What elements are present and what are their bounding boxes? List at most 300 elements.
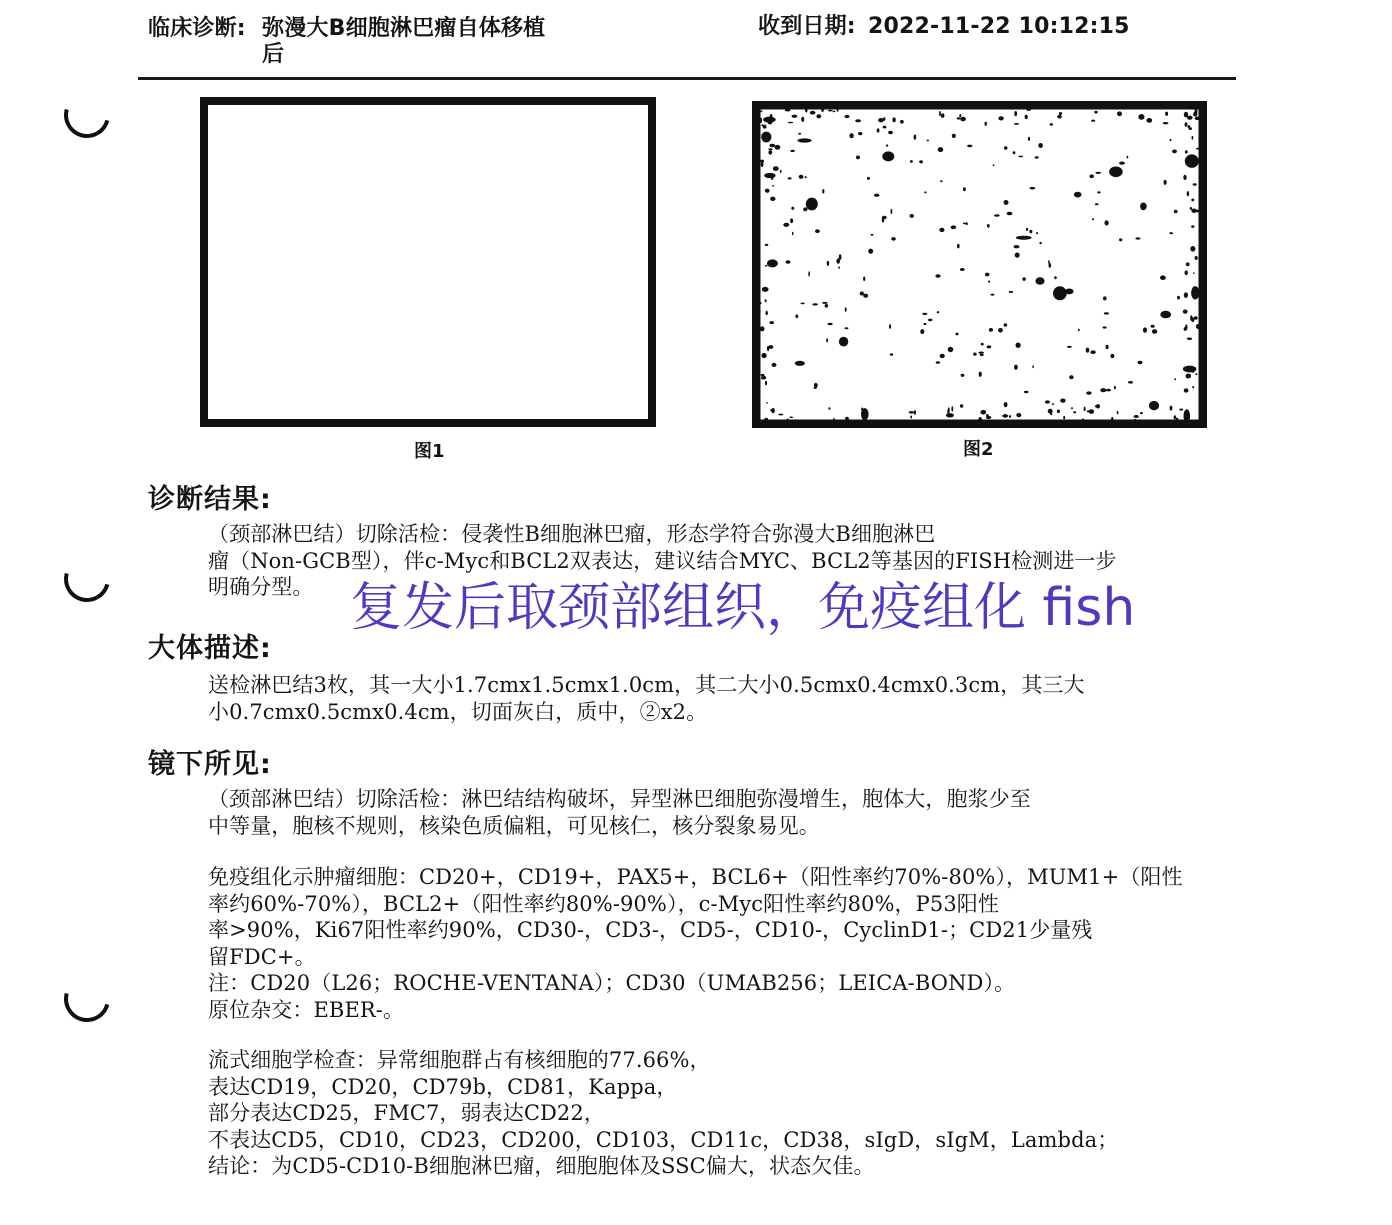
speckle bbox=[1014, 123, 1019, 125]
speckle bbox=[1127, 156, 1129, 159]
diagnosis-label: 临床诊断: bbox=[148, 16, 246, 41]
speckle bbox=[1184, 292, 1188, 298]
speckle bbox=[1084, 407, 1086, 412]
speckle bbox=[760, 326, 765, 331]
speckle bbox=[1082, 418, 1084, 420]
speckle bbox=[1169, 232, 1173, 234]
speckle bbox=[1100, 388, 1106, 392]
speckle bbox=[786, 419, 789, 421]
speckle bbox=[772, 185, 774, 187]
speckle bbox=[960, 268, 965, 271]
speckle bbox=[900, 120, 904, 124]
speckle bbox=[1192, 386, 1194, 388]
speckle bbox=[1187, 191, 1189, 196]
speckle bbox=[891, 237, 896, 241]
speckle bbox=[1119, 162, 1125, 165]
speckle bbox=[890, 353, 893, 356]
speckle bbox=[989, 328, 993, 332]
speckle bbox=[786, 260, 791, 263]
speckle bbox=[1086, 348, 1090, 353]
speckle bbox=[1128, 381, 1133, 384]
speckle bbox=[938, 147, 944, 152]
speckle bbox=[822, 189, 824, 194]
speckle bbox=[963, 187, 966, 191]
speckle bbox=[1106, 345, 1109, 349]
speckle bbox=[1160, 311, 1171, 319]
speckle bbox=[1052, 403, 1054, 405]
speckle bbox=[1025, 115, 1028, 119]
diagnosis-section-title: 诊断结果: bbox=[148, 484, 272, 515]
speckle bbox=[951, 406, 953, 411]
speckle bbox=[1014, 111, 1017, 116]
immunohistochemistry-text: 免疫组化示肿瘤细胞：CD20+，CD19+，PAX5+，BCL6+（阳性率约70%-80%），MUM1+（阳性 率约60%-70%），BCL2+（阳性率约80%-90%），c-Myc阳性率约80%，P53阳性 率>90%，Ki67阳性率约90%，CD30-，CD3-，CD5-，CD10-，CyclinD1-；CD21少量残 留FDC+。 注：CD20（L26；ROCHE-VENTANA）；CD30（UMAB256；LEICA-BOND）。 原位杂交：EBER-。 bbox=[208, 865, 1183, 1022]
speckle bbox=[1195, 109, 1198, 114]
speckle bbox=[816, 114, 821, 118]
speckle bbox=[1140, 412, 1143, 414]
speckle bbox=[914, 410, 916, 414]
speckle bbox=[795, 361, 805, 366]
speckle bbox=[765, 265, 768, 267]
microscopy-section-title: 镜下所见: bbox=[148, 749, 272, 780]
speckle bbox=[1183, 366, 1197, 373]
speckle bbox=[948, 347, 954, 352]
speckle bbox=[1029, 230, 1032, 233]
speckle bbox=[909, 411, 914, 414]
speckle bbox=[770, 197, 775, 201]
speckle bbox=[935, 274, 940, 278]
speckle bbox=[937, 311, 940, 313]
received-date-label: 收到日期: bbox=[758, 14, 856, 39]
speckle bbox=[1103, 326, 1107, 328]
speckle bbox=[1057, 410, 1060, 414]
speckle bbox=[891, 209, 893, 214]
speckle bbox=[1063, 416, 1065, 419]
speckle bbox=[1188, 125, 1191, 129]
speckle bbox=[1187, 338, 1192, 340]
speckle bbox=[987, 345, 992, 348]
speckle bbox=[994, 214, 1000, 217]
speckle bbox=[1119, 238, 1122, 241]
speckle bbox=[828, 110, 833, 112]
punch-hole-top bbox=[56, 84, 119, 147]
speckle bbox=[1086, 391, 1091, 394]
speckle bbox=[966, 222, 968, 225]
speckle bbox=[952, 134, 956, 138]
speckle bbox=[810, 111, 816, 115]
speckle bbox=[837, 108, 839, 112]
speckle bbox=[1174, 415, 1176, 419]
speckle bbox=[1186, 374, 1192, 379]
speckle bbox=[888, 131, 893, 134]
speckle bbox=[1009, 291, 1013, 293]
speckle bbox=[849, 133, 853, 138]
speckle bbox=[1146, 118, 1152, 123]
speckle bbox=[844, 115, 849, 118]
speckle bbox=[856, 156, 860, 160]
speckle bbox=[922, 313, 927, 315]
speckle bbox=[792, 115, 798, 118]
speckle bbox=[825, 304, 829, 308]
speckle bbox=[1174, 210, 1178, 213]
speckle bbox=[1110, 354, 1114, 358]
annotation-note: 复发后取颈部组织，免疫组化 fish bbox=[350, 578, 1136, 638]
speckle bbox=[1134, 415, 1139, 418]
speckle bbox=[801, 303, 805, 305]
speckle bbox=[1059, 112, 1062, 115]
speckle bbox=[761, 376, 766, 380]
speckle bbox=[765, 381, 767, 386]
speckle bbox=[1004, 200, 1009, 205]
speckle bbox=[1092, 218, 1094, 220]
speckle bbox=[863, 294, 868, 298]
speckle bbox=[789, 417, 793, 419]
speckle bbox=[993, 164, 995, 166]
speckle bbox=[1038, 143, 1043, 148]
speckle bbox=[1187, 116, 1193, 120]
figure-2-image bbox=[752, 101, 1207, 428]
speckle bbox=[1039, 242, 1041, 244]
speckle bbox=[936, 361, 940, 364]
speckle bbox=[1053, 286, 1067, 300]
speckle bbox=[805, 176, 807, 178]
speckle bbox=[1049, 263, 1052, 268]
speckle bbox=[919, 160, 923, 163]
speckle bbox=[883, 126, 887, 129]
speckle bbox=[814, 387, 817, 389]
speckle bbox=[1104, 312, 1109, 314]
speckle bbox=[839, 337, 848, 347]
speckle bbox=[833, 418, 835, 422]
speckle bbox=[1164, 180, 1167, 185]
speckle bbox=[991, 294, 995, 296]
speckle bbox=[772, 363, 777, 367]
speckle bbox=[867, 177, 870, 180]
speckle bbox=[1183, 310, 1188, 314]
speckle bbox=[858, 132, 862, 135]
speckle bbox=[768, 148, 772, 150]
speckle bbox=[1057, 115, 1062, 119]
speckle bbox=[758, 110, 762, 112]
speckle bbox=[1177, 296, 1180, 300]
punch-hole-bottom bbox=[56, 968, 119, 1031]
speckle bbox=[766, 402, 768, 404]
speckle bbox=[882, 151, 894, 161]
speckle bbox=[927, 140, 930, 142]
speckle bbox=[1185, 150, 1188, 153]
speckle bbox=[1134, 419, 1136, 421]
speckle bbox=[961, 374, 965, 377]
speckle bbox=[1193, 272, 1195, 274]
speckle bbox=[1195, 117, 1201, 121]
speckle bbox=[788, 122, 794, 124]
speckle bbox=[792, 232, 794, 235]
speckle bbox=[1097, 191, 1100, 193]
speckle bbox=[877, 128, 880, 132]
speckle bbox=[780, 170, 782, 173]
speckle bbox=[798, 133, 801, 135]
speckle bbox=[988, 281, 990, 283]
speckle bbox=[1032, 365, 1034, 368]
speckle bbox=[1089, 174, 1094, 178]
speckle bbox=[1111, 417, 1113, 422]
speckle bbox=[1035, 156, 1039, 159]
speckle bbox=[765, 244, 769, 246]
speckle bbox=[883, 117, 885, 121]
speckle bbox=[973, 353, 977, 356]
speckle bbox=[803, 207, 807, 211]
speckle bbox=[1095, 203, 1099, 205]
speckle bbox=[1194, 316, 1198, 320]
speckle bbox=[1065, 289, 1074, 295]
speckle bbox=[778, 414, 783, 416]
speckle bbox=[805, 107, 808, 112]
speckle bbox=[878, 118, 884, 122]
flow-cytometry-text: 流式细胞学检查：异常细胞群占有核细胞的77.66%， 表达CD19，CD20，CD79b，CD81，Kappa， 部分表达CD25，FMC7，弱表达CD22， 不表达CD5，CD10，CD23，CD200，CD103，CD11c，CD38，sIgD，sIgM，Lambda； 结论：为CD5-CD10-B细胞淋巴瘤，细胞胞体及SSC偏大，状态欠佳。 bbox=[208, 1048, 1119, 1178]
speckle bbox=[1152, 329, 1157, 334]
speckle bbox=[1170, 139, 1172, 141]
speckle bbox=[795, 315, 798, 319]
speckle bbox=[1143, 327, 1147, 332]
speckle bbox=[1091, 120, 1095, 122]
speckle bbox=[768, 120, 773, 125]
speckle bbox=[1184, 409, 1191, 423]
speckle bbox=[1007, 212, 1013, 216]
speckle bbox=[775, 145, 781, 150]
speckle bbox=[1014, 245, 1020, 248]
speckle bbox=[791, 207, 794, 210]
speckle bbox=[822, 302, 827, 304]
speckle bbox=[1186, 262, 1190, 266]
speckle bbox=[833, 111, 836, 113]
speckle bbox=[1185, 154, 1199, 167]
speckle bbox=[957, 117, 961, 119]
speckle bbox=[1060, 399, 1065, 403]
microscopy-morphology-text: （颈部淋巴结）切除活检：淋巴结结构破坏，异型淋巴细胞弥漫增生，胞体大，胞浆少至 中等量，胞核不规则，核染色质偏粗，可见核仁，核分裂象易见。 bbox=[208, 787, 1031, 838]
speckle bbox=[768, 345, 773, 349]
speckle bbox=[1054, 276, 1057, 279]
speckle bbox=[827, 261, 829, 266]
speckle bbox=[980, 410, 986, 415]
speckle bbox=[863, 277, 865, 282]
speckle bbox=[769, 144, 775, 147]
speckle bbox=[758, 302, 761, 304]
speckle bbox=[1140, 203, 1147, 211]
speckle bbox=[1004, 402, 1008, 407]
speckle bbox=[785, 109, 791, 111]
speckle bbox=[769, 321, 774, 324]
speckle bbox=[1191, 209, 1196, 213]
speckle bbox=[790, 218, 793, 223]
speckle bbox=[985, 122, 987, 126]
speckle bbox=[920, 329, 924, 334]
speckle bbox=[765, 299, 767, 302]
speckle bbox=[815, 229, 820, 233]
speckle bbox=[761, 132, 771, 143]
speckle bbox=[889, 324, 891, 329]
speckle bbox=[1191, 286, 1199, 299]
received-date-value: 2022-11-22 10:12:15 bbox=[868, 14, 1130, 39]
speckle bbox=[914, 135, 917, 140]
speckle bbox=[827, 323, 832, 326]
speckle bbox=[788, 177, 792, 179]
speckle bbox=[960, 404, 963, 408]
speckle bbox=[951, 225, 957, 229]
speckle bbox=[1109, 167, 1123, 178]
speckle bbox=[998, 328, 1003, 333]
speckle bbox=[1190, 246, 1195, 252]
speckle bbox=[1026, 228, 1028, 231]
speckle bbox=[981, 343, 984, 346]
speckle bbox=[764, 173, 776, 178]
speckle bbox=[845, 417, 849, 421]
speckle bbox=[1172, 150, 1177, 154]
speckle bbox=[1071, 407, 1073, 409]
speckle bbox=[1135, 237, 1140, 239]
speckle bbox=[1191, 317, 1194, 322]
figure-2-caption: 图2 bbox=[963, 439, 994, 460]
speckle bbox=[1035, 277, 1044, 285]
speckle bbox=[978, 352, 984, 354]
speckle bbox=[772, 409, 774, 411]
speckle bbox=[797, 138, 811, 142]
speckle bbox=[1002, 414, 1008, 418]
speckle bbox=[1014, 365, 1018, 370]
speckle bbox=[801, 117, 804, 122]
speckle bbox=[928, 319, 932, 322]
speckle bbox=[980, 354, 984, 356]
speckle bbox=[1095, 172, 1101, 174]
speckle bbox=[860, 292, 864, 296]
speckle bbox=[1165, 112, 1168, 116]
gross-section-title: 大体描述: bbox=[148, 633, 272, 664]
speckle bbox=[910, 160, 913, 163]
speckle bbox=[839, 254, 842, 260]
speckle bbox=[762, 124, 764, 126]
speckle bbox=[924, 191, 926, 193]
speckle bbox=[1073, 411, 1076, 413]
speckle bbox=[886, 144, 888, 146]
speckle bbox=[1105, 220, 1109, 225]
speckle bbox=[939, 228, 944, 232]
speckle bbox=[1117, 411, 1119, 414]
speckle bbox=[910, 214, 914, 218]
speckle bbox=[868, 249, 873, 254]
speckle bbox=[1114, 386, 1116, 389]
speckle bbox=[1149, 401, 1159, 410]
speckle bbox=[855, 119, 861, 122]
speckle bbox=[764, 418, 768, 422]
speckle bbox=[955, 333, 958, 336]
diagnosis-value: 弥漫大B细胞淋巴瘤自体移植 后 bbox=[262, 16, 546, 67]
speckle bbox=[1193, 183, 1197, 185]
speckle bbox=[1183, 175, 1186, 180]
speckle bbox=[1030, 187, 1036, 190]
speckle bbox=[806, 198, 818, 211]
speckle bbox=[1179, 409, 1183, 411]
speckle bbox=[826, 338, 828, 342]
speckle bbox=[1176, 418, 1179, 423]
figure-1-caption: 图1 bbox=[414, 441, 445, 462]
speckle bbox=[957, 244, 960, 249]
speckle bbox=[1190, 207, 1192, 210]
speckle bbox=[1138, 114, 1144, 120]
speckle bbox=[1004, 323, 1008, 327]
speckle bbox=[1117, 111, 1122, 116]
speckle bbox=[1094, 111, 1097, 114]
speckle bbox=[882, 217, 884, 222]
speckle bbox=[979, 372, 982, 377]
speckle bbox=[871, 234, 874, 236]
speckle bbox=[967, 145, 972, 148]
speckle bbox=[985, 273, 989, 277]
speckle bbox=[845, 327, 849, 329]
speckle bbox=[761, 374, 765, 376]
gross-text: 送检淋巴结3枚，其一大小1.7cmx1.5cmx1.0cm，其二大小0.5cmx0.4cmx0.3cm，其三大 小0.7cmx0.5cmx0.4cm，切面灰白，质中，②x2。 bbox=[208, 673, 1085, 724]
speckle bbox=[1036, 232, 1038, 234]
speckle bbox=[766, 311, 768, 315]
speckle bbox=[1016, 413, 1021, 417]
speckle bbox=[978, 417, 982, 421]
figure-1-image bbox=[200, 97, 656, 427]
speckle bbox=[762, 287, 769, 292]
speckle bbox=[1018, 156, 1023, 158]
speckle bbox=[939, 111, 941, 116]
speckle bbox=[1009, 415, 1011, 418]
speckle bbox=[1195, 256, 1198, 260]
speckle bbox=[838, 267, 840, 269]
speckle bbox=[1028, 137, 1030, 141]
speckle bbox=[760, 118, 762, 123]
speckle bbox=[761, 162, 764, 167]
speckle bbox=[1195, 373, 1197, 375]
speckle bbox=[1138, 361, 1143, 364]
speckle bbox=[1074, 192, 1082, 198]
speckle bbox=[1048, 409, 1053, 414]
speckle bbox=[762, 353, 767, 358]
speckle bbox=[874, 194, 880, 197]
speckle bbox=[812, 303, 818, 305]
speckle bbox=[1067, 346, 1072, 348]
speckle bbox=[1045, 400, 1050, 403]
speckle bbox=[987, 224, 990, 228]
speckle bbox=[910, 416, 912, 419]
speckle bbox=[1185, 270, 1188, 275]
speckle bbox=[1184, 388, 1189, 392]
speckle bbox=[1163, 122, 1169, 124]
speckle bbox=[1096, 404, 1100, 408]
speckle bbox=[1090, 350, 1095, 354]
speckle bbox=[986, 416, 991, 419]
speckle bbox=[861, 408, 863, 411]
speckle bbox=[767, 259, 778, 267]
speckle bbox=[1004, 146, 1008, 150]
header-divider bbox=[138, 77, 1236, 80]
speckle bbox=[1026, 108, 1031, 111]
speckle bbox=[998, 116, 1003, 120]
speckle bbox=[892, 117, 895, 122]
speckle bbox=[1050, 413, 1052, 415]
speckle bbox=[946, 413, 954, 417]
speckle bbox=[1050, 123, 1053, 126]
speckle bbox=[940, 354, 945, 358]
punch-hole-middle bbox=[56, 548, 119, 611]
speckle bbox=[790, 150, 794, 152]
speckle bbox=[1192, 136, 1194, 140]
speckle bbox=[808, 271, 810, 276]
speckle bbox=[1069, 375, 1073, 379]
speckle bbox=[1196, 148, 1201, 150]
speckle bbox=[1013, 151, 1016, 154]
